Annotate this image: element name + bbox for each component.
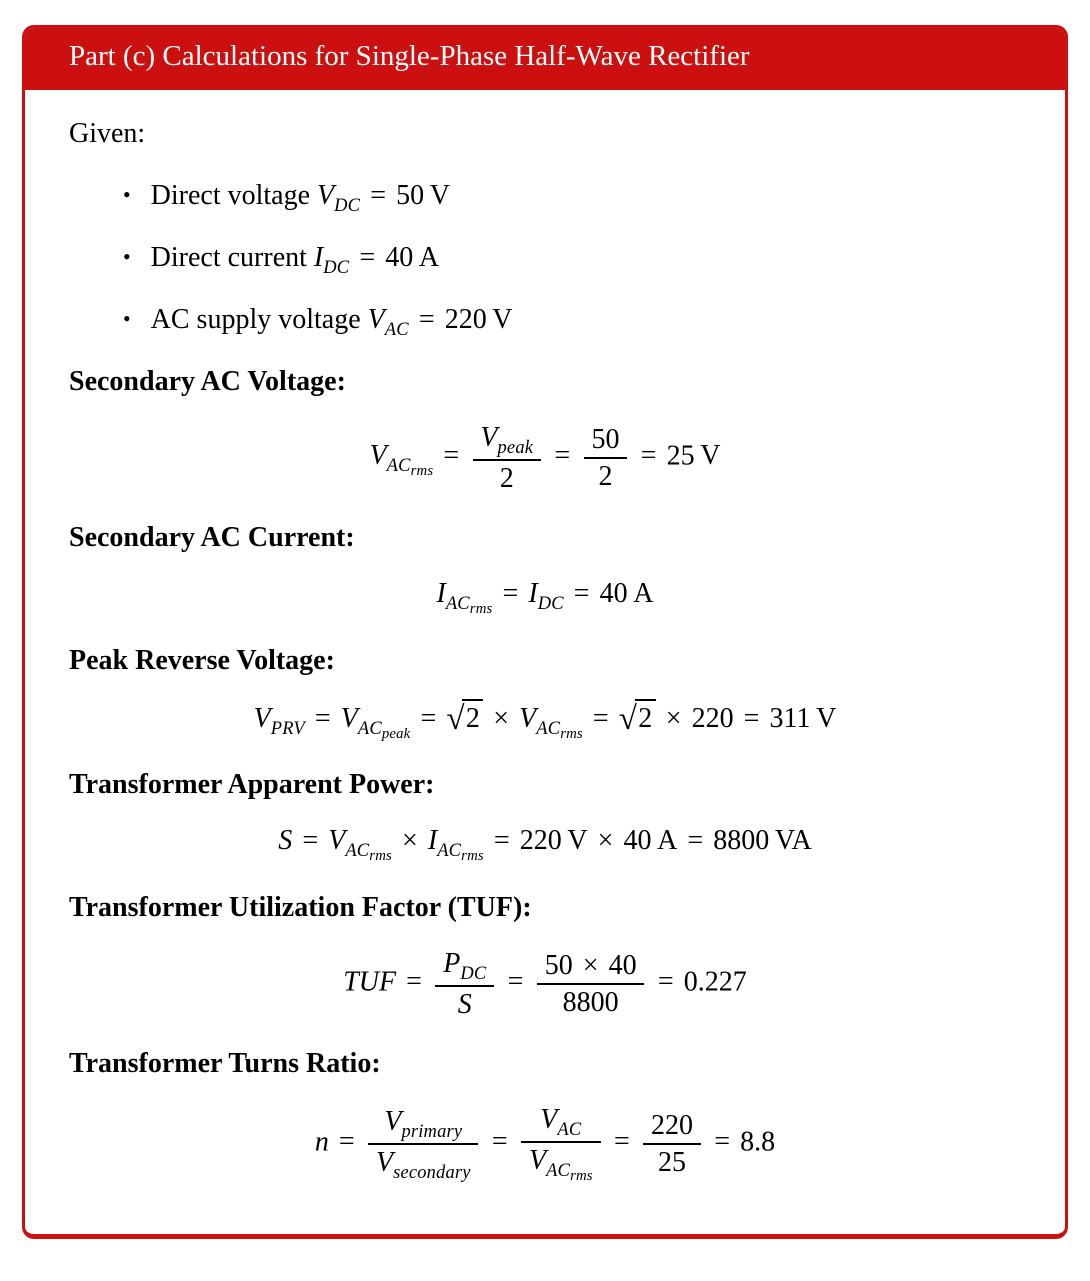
math-op: = (420, 702, 437, 734)
bullet-icon: • (123, 244, 131, 269)
math-subscript (393, 1162, 471, 1182)
equation-secondary-ac-current (69, 576, 1021, 619)
math-var: ACrms (345, 840, 392, 865)
radical-icon: √ (446, 701, 465, 738)
math-num: 311 (769, 702, 811, 734)
math-num: 2 (598, 461, 613, 492)
math-fraction (435, 946, 494, 1022)
section-heading-secondary-ac-voltage: Secondary AC Voltage: (69, 365, 346, 397)
math-num: 50 (591, 424, 620, 455)
math-num: 40 (385, 241, 414, 273)
math-subscript (385, 319, 409, 339)
math-var: $I_{DC}$ (528, 578, 564, 614)
math-op: = (493, 825, 510, 857)
math-denominator (643, 1143, 701, 1180)
math-var: $I_{AC_{rms}}$ (436, 578, 493, 618)
math-op: × (401, 825, 418, 857)
math-var: $V_{AC_{rms}}$ (369, 440, 434, 480)
math-numerator (537, 948, 645, 983)
math-subscript (546, 1160, 593, 1185)
math-subscript (323, 257, 349, 277)
math-op: × (493, 702, 510, 734)
math-num: 0.227 (683, 966, 747, 998)
math-subscript (570, 1168, 593, 1184)
math-subscript (460, 963, 486, 983)
math-var: ACrms (437, 840, 484, 865)
math-op: = (338, 1126, 355, 1158)
bullet-icon: • (123, 306, 131, 331)
math-var: S (278, 825, 293, 857)
math-op: = (657, 966, 674, 998)
math-op: = (714, 1126, 731, 1158)
math-var: $V_{AC_{rms}}$ (328, 825, 392, 865)
math-var: rms (469, 601, 493, 618)
math-unit: V (492, 303, 513, 335)
math-numerator (473, 420, 541, 459)
math-var: secondary (393, 1161, 471, 1182)
equation-peak-reverse-voltage (69, 699, 1021, 744)
equation-transformer-turns-ratio (69, 1102, 1021, 1186)
math-op: = (573, 578, 590, 610)
math-num: 40 (623, 825, 652, 857)
math-unit: V (816, 702, 837, 734)
bullet-math (367, 303, 513, 339)
math-var: rms (461, 848, 484, 865)
math-var: DC (460, 962, 487, 983)
math-num: 40 (599, 578, 628, 610)
math-subscript (560, 726, 583, 742)
math-subscript (536, 717, 583, 742)
section-heading-transformer-utilization-factor: Transformer Utilization Factor (TUF): (69, 891, 532, 923)
math-unit: VA (774, 825, 812, 857)
math-denominator (368, 1143, 478, 1184)
math-subscript (498, 437, 534, 457)
equation-secondary-ac-voltage (69, 420, 1021, 496)
math-var: $V_{secondary}$ (375, 1146, 471, 1182)
section-heading-transformer-turns-ratio: Transformer Turns Ratio: (69, 1047, 381, 1079)
math-var: rms (560, 725, 583, 742)
math-var: PRV (270, 717, 305, 738)
math-unit: A (657, 825, 678, 857)
math-var: ACrms (445, 593, 493, 618)
math-var: $I_{DC}$ (313, 241, 350, 277)
given-label: Given: (69, 117, 146, 149)
math-subscript (334, 195, 360, 215)
math-op: = (370, 179, 387, 211)
math-subscript (271, 718, 305, 738)
section-heading-transformer-apparent-power: Transformer Apparent Power: (69, 769, 435, 801)
math-subscript (345, 840, 392, 865)
box-body (25, 90, 1065, 1234)
math-denominator (473, 459, 541, 496)
math-var: TUF (343, 966, 397, 998)
math-unit: A (418, 241, 440, 273)
math-subscript (461, 848, 484, 864)
math-unit: V (700, 440, 721, 472)
math-var: $V_{DC}$ (317, 179, 361, 215)
section-heading-secondary-ac-current: Secondary AC Current: (69, 522, 355, 554)
math-unit: A (633, 578, 654, 610)
bullet-math (317, 179, 450, 215)
math-num: 2 (465, 702, 480, 734)
math-sqrt (446, 699, 483, 737)
math-num: 2 (638, 702, 653, 734)
math-op: = (554, 440, 571, 472)
math-fraction (584, 422, 628, 494)
math-op: × (582, 949, 599, 981)
math-var: AC (557, 1119, 582, 1139)
bullet-text: Direct voltage (150, 179, 318, 211)
math-var: $V_{AC}$ (540, 1103, 582, 1139)
math-op: = (491, 1126, 508, 1158)
math-op: = (359, 241, 376, 273)
math-op: = (687, 825, 704, 857)
given-list (123, 180, 1021, 340)
math-num: 2 (499, 463, 514, 495)
bullet-icon: • (123, 182, 131, 207)
math-op: × (597, 825, 614, 857)
math-numerator (584, 422, 628, 457)
math-denominator (584, 457, 628, 494)
math-denominator (521, 1141, 600, 1186)
math-fraction (537, 948, 645, 1020)
list-item (123, 304, 1021, 340)
math-fraction (368, 1104, 478, 1184)
math-var: ACrms (536, 717, 583, 742)
math-num: 220 (519, 825, 562, 857)
math-op: = (502, 578, 519, 610)
math-var: $P_{DC}$ (443, 947, 487, 983)
math-denominator (537, 983, 645, 1020)
radical-icon: √ (618, 701, 637, 738)
box-title-bar (25, 28, 1065, 90)
section-heading-peak-reverse-voltage: Peak Reverse Voltage: (69, 644, 335, 676)
math-sqrt (619, 699, 656, 737)
equation-transformer-apparent-power (69, 823, 1021, 866)
math-op: = (302, 825, 319, 857)
math-var: $V_{peak}$ (480, 421, 534, 457)
math-subscript (538, 593, 564, 613)
math-fraction (643, 1108, 701, 1180)
math-op: = (613, 1126, 630, 1158)
math-subscript (369, 848, 392, 864)
bullet-text: AC supply voltage (150, 303, 368, 335)
math-op: × (665, 702, 682, 734)
math-var: n (314, 1126, 329, 1158)
math-num: 25 (658, 1146, 687, 1178)
math-var: DC (334, 194, 361, 215)
math-numerator (643, 1108, 701, 1143)
math-var: $V_{AC}$ (367, 303, 409, 339)
math-num: 220 (444, 303, 487, 335)
math-var: ACrms (386, 455, 434, 480)
math-var: rms (410, 463, 434, 480)
list-item (123, 180, 1021, 216)
math-numerator (368, 1104, 478, 1143)
math-op: = (640, 440, 657, 472)
math-subscript (357, 717, 411, 742)
math-num: 8800 (713, 825, 770, 857)
math-num: 25 (666, 440, 695, 472)
math-var: $I_{AC_{rms}}$ (427, 825, 484, 865)
math-fraction (521, 1102, 600, 1186)
math-num: 8800 (562, 986, 619, 1018)
equation-transformer-utilization-factor (69, 946, 1021, 1022)
math-fraction (473, 420, 541, 496)
math-subscript (411, 464, 434, 480)
math-var: ACrms (546, 1160, 593, 1185)
math-numerator (435, 946, 494, 985)
math-num: 8.8 (740, 1126, 776, 1158)
math-unit: V (567, 825, 588, 857)
math-var: $V_{primary}$ (384, 1105, 463, 1141)
math-subscript (382, 726, 410, 742)
math-var: peak (381, 725, 411, 742)
math-var: DC (537, 593, 564, 614)
math-num: 50 (544, 949, 573, 981)
box-title-text: Part (c) Calculations for Single-Phase Half-Wave Rectifier (69, 40, 750, 72)
math-op: = (507, 966, 524, 998)
math-num: 40 (608, 949, 637, 981)
math-var: rms (369, 848, 392, 865)
math-var: $V_{PRV}$ (253, 702, 305, 738)
math-subscript (557, 1119, 581, 1139)
math-num: 220 (651, 1109, 694, 1141)
math-sqrt-arg (462, 699, 483, 736)
math-var: rms (570, 1168, 593, 1185)
math-subscript (470, 601, 493, 617)
math-var: $V_{AC_{rms}}$ (528, 1145, 593, 1185)
math-var: ACpeak (357, 717, 411, 742)
math-op: = (743, 702, 760, 734)
math-subscript (386, 455, 434, 480)
math-var: $V_{AC_{rms}}$ (519, 702, 583, 742)
bullet-math (313, 241, 440, 277)
math-num: 50 (396, 179, 425, 211)
math-op: = (314, 702, 331, 734)
math-sqrt-arg (635, 699, 656, 736)
calculations-box (22, 25, 1068, 1239)
math-subscript (401, 1121, 462, 1141)
math-op: = (418, 303, 435, 335)
math-var: DC (323, 256, 350, 277)
math-var: peak (497, 436, 534, 457)
math-var: $V_{AC_{peak}}$ (340, 702, 411, 742)
math-op: = (406, 966, 422, 998)
math-var: primary (401, 1120, 463, 1141)
math-numerator (521, 1102, 600, 1141)
list-item (123, 242, 1021, 278)
math-op: = (592, 702, 609, 734)
bullet-text: Direct current (150, 241, 314, 273)
math-op: = (443, 440, 460, 472)
math-num: 220 (691, 702, 734, 734)
math-var: AC (384, 318, 409, 339)
math-denominator (435, 985, 494, 1022)
math-unit: V (429, 179, 450, 211)
math-var: S (457, 988, 472, 1020)
